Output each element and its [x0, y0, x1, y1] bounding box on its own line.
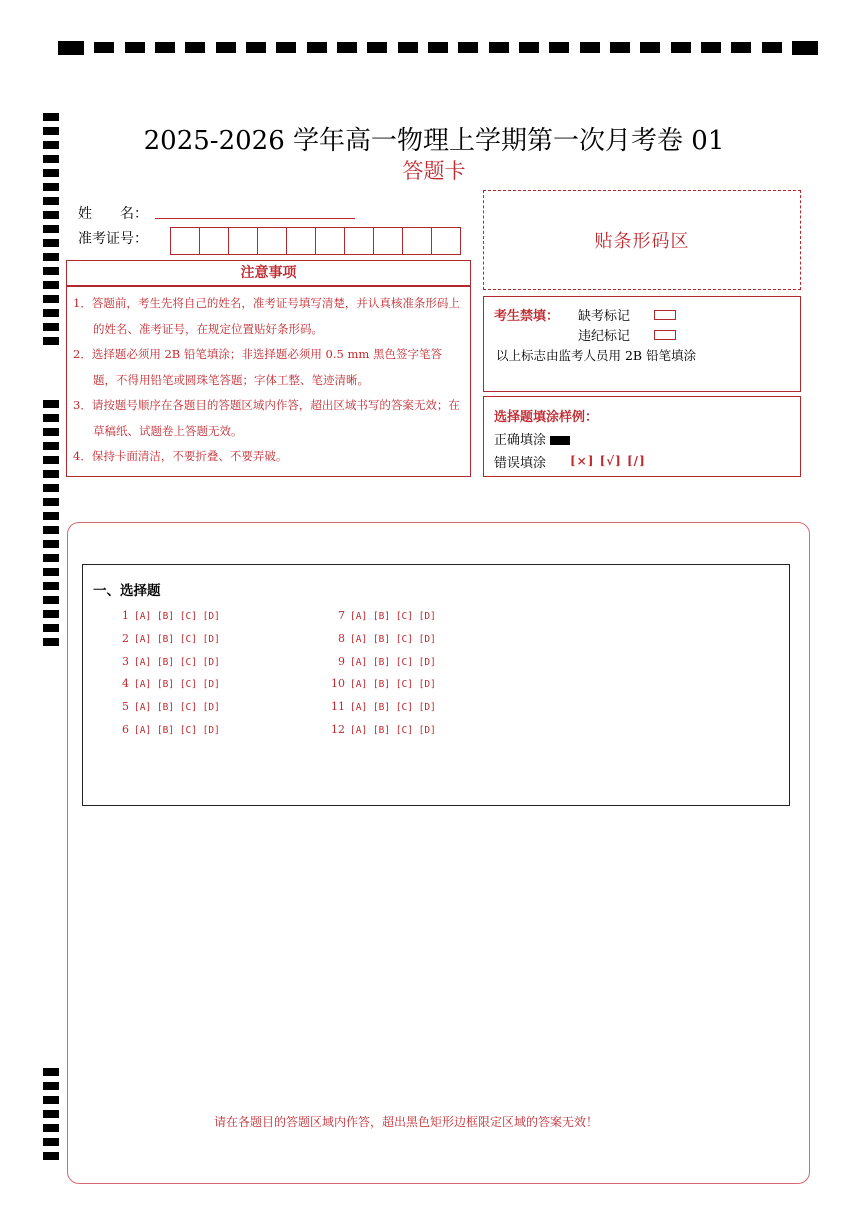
name-label: 姓 名：	[78, 206, 148, 222]
choice-section-title: 一、选择题	[93, 583, 161, 599]
question-row[interactable]	[103, 632, 220, 645]
page-subtitle: 答题卡	[402, 159, 466, 183]
question-number: 9	[338, 654, 345, 668]
question-number: 3	[122, 654, 129, 668]
answer-options[interactable]: [A] [B] [C] [D]	[134, 702, 220, 714]
question-number: 1	[122, 609, 129, 622]
correct-fill-row	[494, 429, 570, 448]
question-row[interactable]	[319, 632, 436, 645]
fill-sample-title: 选择题填涂样例：	[494, 410, 599, 425]
answer-options[interactable]: [A] [B] [C] [D]	[350, 611, 436, 622]
footer-warning: 请在各题目的答题区域内作答，超出黑色矩形边框限定区域的答案无效！	[213, 1115, 598, 1129]
question-number: 11	[331, 700, 345, 714]
exam-number-label: 准考证号：	[78, 231, 148, 247]
absent-mark-label: 缺考标记	[578, 309, 631, 324]
answer-options[interactable]: [A] [B] [C] [D]	[134, 656, 220, 668]
top-timing-marks	[58, 42, 818, 54]
question-row[interactable]	[319, 655, 436, 668]
notice-item: 1．答题前，考生先将自己的姓名，准考证号填写清楚，并认真核准条形码上的姓名、准考证号，在规定位置贴好条形码。	[73, 296, 460, 336]
wrong-fill-marks: [×] [√] [/]	[570, 454, 646, 468]
question-row[interactable]	[319, 609, 436, 622]
exam-number-digit-box[interactable]	[403, 228, 432, 254]
answer-options[interactable]: [A] [B] [C] [D]	[134, 679, 220, 691]
question-number: 6	[122, 723, 129, 736]
filled-mark-icon	[550, 436, 570, 445]
examiner-note: 以上标志由监考人员用 2B 铅笔填涂	[496, 348, 697, 363]
exam-number-digit-box[interactable]	[229, 228, 258, 254]
question-number: 5	[122, 700, 129, 714]
question-number: 8	[338, 631, 345, 645]
notice-item: 2．选择题必须用 2B 铅笔填涂；非选择题必须用 0.5 mm 黑色签字笔答题，不得用铅笔或圆珠笔答题；字体工整、笔迹清晰。	[73, 347, 442, 387]
barcode-label: 贴条形码区	[594, 231, 690, 252]
question-row[interactable]	[103, 655, 220, 668]
examiner-only-box	[483, 296, 801, 392]
answer-options[interactable]: [A] [B] [C] [D]	[350, 725, 436, 736]
answer-options[interactable]: [A] [B] [C] [D]	[350, 679, 436, 691]
question-row[interactable]	[319, 677, 436, 690]
choice-section	[82, 564, 790, 806]
notice-box	[66, 286, 471, 477]
notice-title: 注意事项	[66, 260, 471, 286]
exam-number-digit-box[interactable]	[287, 228, 316, 254]
name-field[interactable]	[155, 218, 355, 219]
question-row[interactable]	[103, 700, 220, 713]
question-number: 12	[331, 723, 345, 736]
violation-mark-box[interactable]	[654, 330, 676, 340]
examiner-only-title: 考生禁填：	[494, 309, 560, 324]
question-row[interactable]	[319, 700, 436, 713]
question-number: 4	[122, 677, 129, 691]
question-row[interactable]	[103, 677, 220, 690]
notice-item: 4．保持卡面清洁，不要折叠、不要弄破。	[73, 449, 288, 463]
violation-mark-label: 违纪标记	[578, 329, 631, 344]
exam-number-digit-box[interactable]	[432, 228, 460, 254]
question-row[interactable]	[103, 723, 220, 736]
left-timing-marks-middle	[43, 400, 59, 652]
answer-options[interactable]: [A] [B] [C] [D]	[350, 702, 436, 714]
violation-mark-row	[578, 325, 676, 344]
question-row[interactable]	[319, 723, 436, 736]
answer-options[interactable]: [A] [B] [C] [D]	[134, 725, 220, 736]
barcode-area	[483, 190, 801, 290]
answer-options[interactable]: [A] [B] [C] [D]	[350, 656, 436, 668]
question-number: 7	[338, 609, 345, 622]
exam-number-boxes[interactable]	[170, 227, 461, 255]
exam-number-digit-box[interactable]	[374, 228, 403, 254]
absent-mark-row	[578, 305, 676, 324]
answer-options[interactable]: [A] [B] [C] [D]	[134, 633, 220, 645]
question-row[interactable]	[103, 609, 220, 622]
exam-number-digit-box[interactable]	[345, 228, 374, 254]
fill-sample-box	[483, 396, 801, 477]
answer-options[interactable]: [A] [B] [C] [D]	[134, 611, 220, 622]
wrong-fill-label: 错误填涂	[494, 456, 547, 471]
page-title: 2025-2026 学年高一物理上学期第一次月考卷 01	[143, 126, 725, 156]
notice-item: 3．请按题号顺序在各题目的答题区域内作答，超出区域书写的答案无效；在草稿纸、试题卷上答题无效。	[73, 398, 460, 438]
question-number: 10	[331, 677, 345, 691]
exam-number-digit-box[interactable]	[200, 228, 229, 254]
exam-number-digit-box[interactable]	[171, 228, 200, 254]
exam-number-digit-box[interactable]	[258, 228, 287, 254]
correct-fill-label: 正确填涂	[494, 433, 547, 448]
answer-options[interactable]: [A] [B] [C] [D]	[350, 633, 436, 645]
question-number: 2	[122, 631, 129, 645]
exam-number-digit-box[interactable]	[316, 228, 345, 254]
absent-mark-box[interactable]	[654, 310, 676, 320]
